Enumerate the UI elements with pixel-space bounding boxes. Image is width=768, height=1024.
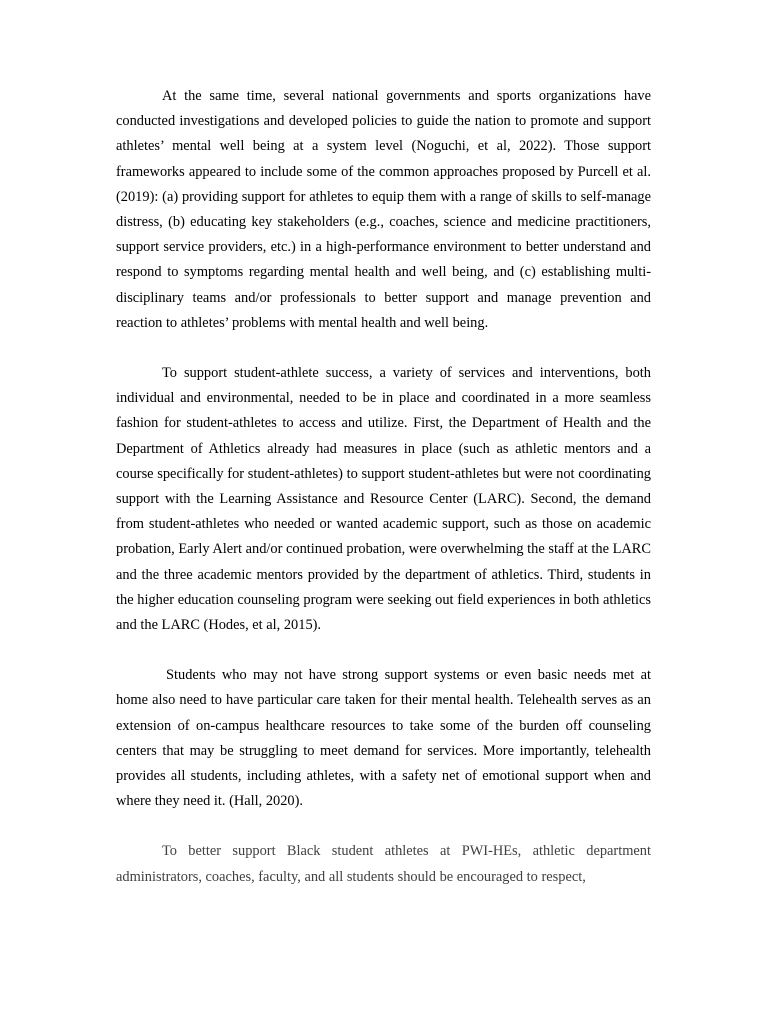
paragraph-black-student-athletes: To better support Black student athletes at PWI-HEs, athletic department administrators, coaches, faculty, and all students should be encouraged to respect,	[116, 843, 651, 885]
paragraph-telehealth: Students who may not have strong support systems or even basic needs met at home also need to have particular care taken for their mental health. Telehealth serves as an extension of on-campus healthcare resources to take some of the burden off counseling centers that may be struggling to meet demand for services. More importantly, telehealth provides all students, including athletes, with a safety net of emotional support when and where they need it. (Hall, 2020).	[116, 667, 651, 810]
paragraph-student-athlete-success: To support student-athlete success, a variety of services and interventions, both individual and environmental, needed to be in place and coordinated in a more seamless fashion for student-athletes to access and utilize. First, the Department of Health and the Department of Athletics already had measures in place (such as athletic mentors and a course specifically for student-athletes) to support student-athletes but were not coordinating support with the Learning Assistance and Resource Center (LARC). Second, the demand from student-athletes who needed or wanted academic support, such as those on academic probation, Early Alert and/or continued probation, were overwhelming the staff at the LARC and the three academic mentors provided by the department of athletics. Third, students in the higher education counseling program were seeking out field experiences in both athletics and the LARC (Hodes, et al, 2015).	[116, 365, 651, 634]
document-body	[116, 84, 651, 915]
paragraph-government-policies: At the same time, several national governments and sports organizations have conducted investigations and developed policies to guide the nation to promote and support athletes’ mental well being at a system level (Noguchi, et al, 2022). Those support frameworks appeared to include some of the common approaches proposed by Purcell et al. (2019): (a) providing support for athletes to equip them with a range of skills to self-manage distress, (b) educating key stakeholders (e.g., coaches, science and medicine practitioners, support service providers, etc.) in a high-performance environment to better understand and respond to symptoms regarding mental health and well being, and (c) establishing multi-disciplinary teams and/or professionals to better support and manage prevention and reaction to athletes’ problems with mental health and well being.	[116, 88, 651, 331]
